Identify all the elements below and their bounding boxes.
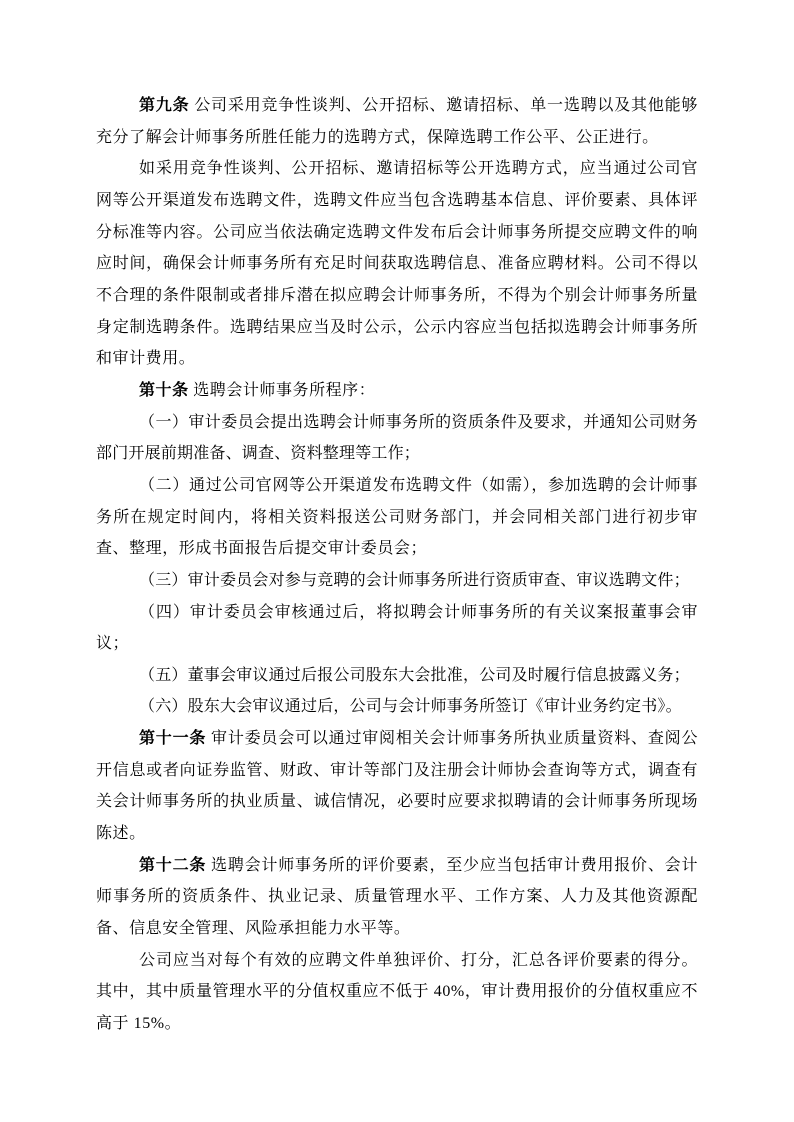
paragraph-text: （一）审计委员会提出选聘会计师事务所的资质条件及要求，并通知公司财务部门开展前期准备、调查、资料整理等工作； — [96, 413, 698, 463]
article-number-label: 第九条 — [139, 97, 190, 114]
body-paragraph — [96, 407, 698, 470]
document-body — [96, 90, 698, 1040]
body-paragraph — [96, 153, 698, 375]
article-number-label: 第十一条 — [139, 730, 207, 748]
article-number-label: 第十条 — [139, 381, 189, 399]
paragraph-text: （四）审计委员会审核通过后，将拟聘会计师事务所的有关议案报董事会审议； — [96, 603, 698, 653]
article-paragraph — [96, 90, 698, 153]
paragraph-text: 选聘会计师事务所程序： — [193, 381, 376, 399]
paragraph-text: 公司应当对每个有效的应聘文件单独评价、打分，汇总各评价要素的得分。其中，其中质量管理水平的分值权重应不低于 40%，审计费用报价的分值权重应不高于 15%。 — [96, 951, 698, 1033]
paragraph-text: 审计委员会可以通过审阅相关会计师事务所执业质量资料、查阅公开信息或者向证券监管、财政、审计等部门及注册会计师协会查询等方式，调查有关会计师事务所的执业质量、诚信情况，必要时应要求拟聘请的会计师事务所现场陈述。 — [96, 730, 699, 843]
paragraph-text: 公司采用竞争性谈判、公开招标、邀请招标、单一选聘以及其他能够充分了解会计师事务所胜任能力的选聘方式，保障选聘工作公平、公正进行。 — [96, 97, 698, 146]
article-paragraph — [96, 375, 698, 407]
body-paragraph — [96, 660, 698, 692]
paragraph-text: 如采用竞争性谈判、公开招标、邀请招标等公开选聘方式，应当通过公司官网等公开渠道发布选聘文件，选聘文件应当包含选聘基本信息、评价要素、具体评分标准等内容。公司应当依法确定选聘文件发布后会计师事务所提交应聘文件的响应时间，确保会计师事务所有充足时间获取选聘信息、准备应聘材料。公司不得以不合理的条件限制或者排斥潜在拟应聘会计师事务所，不得为个别会计师事务所量身定制选聘条件。选聘结果应当及时公示，公示内容应当包括拟选聘会计师事务所和审计费用。 — [96, 160, 698, 368]
paragraph-text: （二）通过公司官网等公开渠道发布选聘文件（如需），参加选聘的会计师事务所在规定时间内，将相关资料报送公司财务部门，并会同相关部门进行初步审查、整理，形成书面报告后提交审计委员会； — [96, 476, 698, 558]
body-paragraph — [96, 565, 698, 597]
body-paragraph — [96, 945, 698, 1040]
article-number-label: 第十二条 — [139, 856, 207, 874]
paragraph-text: （三）审计委员会对参与竞聘的会计师事务所进行资质审查、审议选聘文件； — [139, 571, 690, 589]
article-paragraph — [96, 723, 698, 850]
body-paragraph — [96, 597, 698, 660]
paragraph-text: 选聘会计师事务所的评价要素，至少应当包括审计费用报价、会计师事务所的资质条件、执业记录、质量管理水平、工作方案、人力及其他资源配备、信息安全管理、风险承担能力水平等。 — [96, 856, 699, 938]
paragraph-text: （六）股东大会审议通过后，公司与会计师事务所签订《审计业务约定书》。 — [139, 698, 682, 716]
article-paragraph — [96, 850, 698, 945]
paragraph-text: （五）董事会审议通过后报公司股东大会批准，公司及时履行信息披露义务； — [139, 666, 690, 684]
body-paragraph — [96, 691, 698, 723]
body-paragraph — [96, 470, 698, 565]
